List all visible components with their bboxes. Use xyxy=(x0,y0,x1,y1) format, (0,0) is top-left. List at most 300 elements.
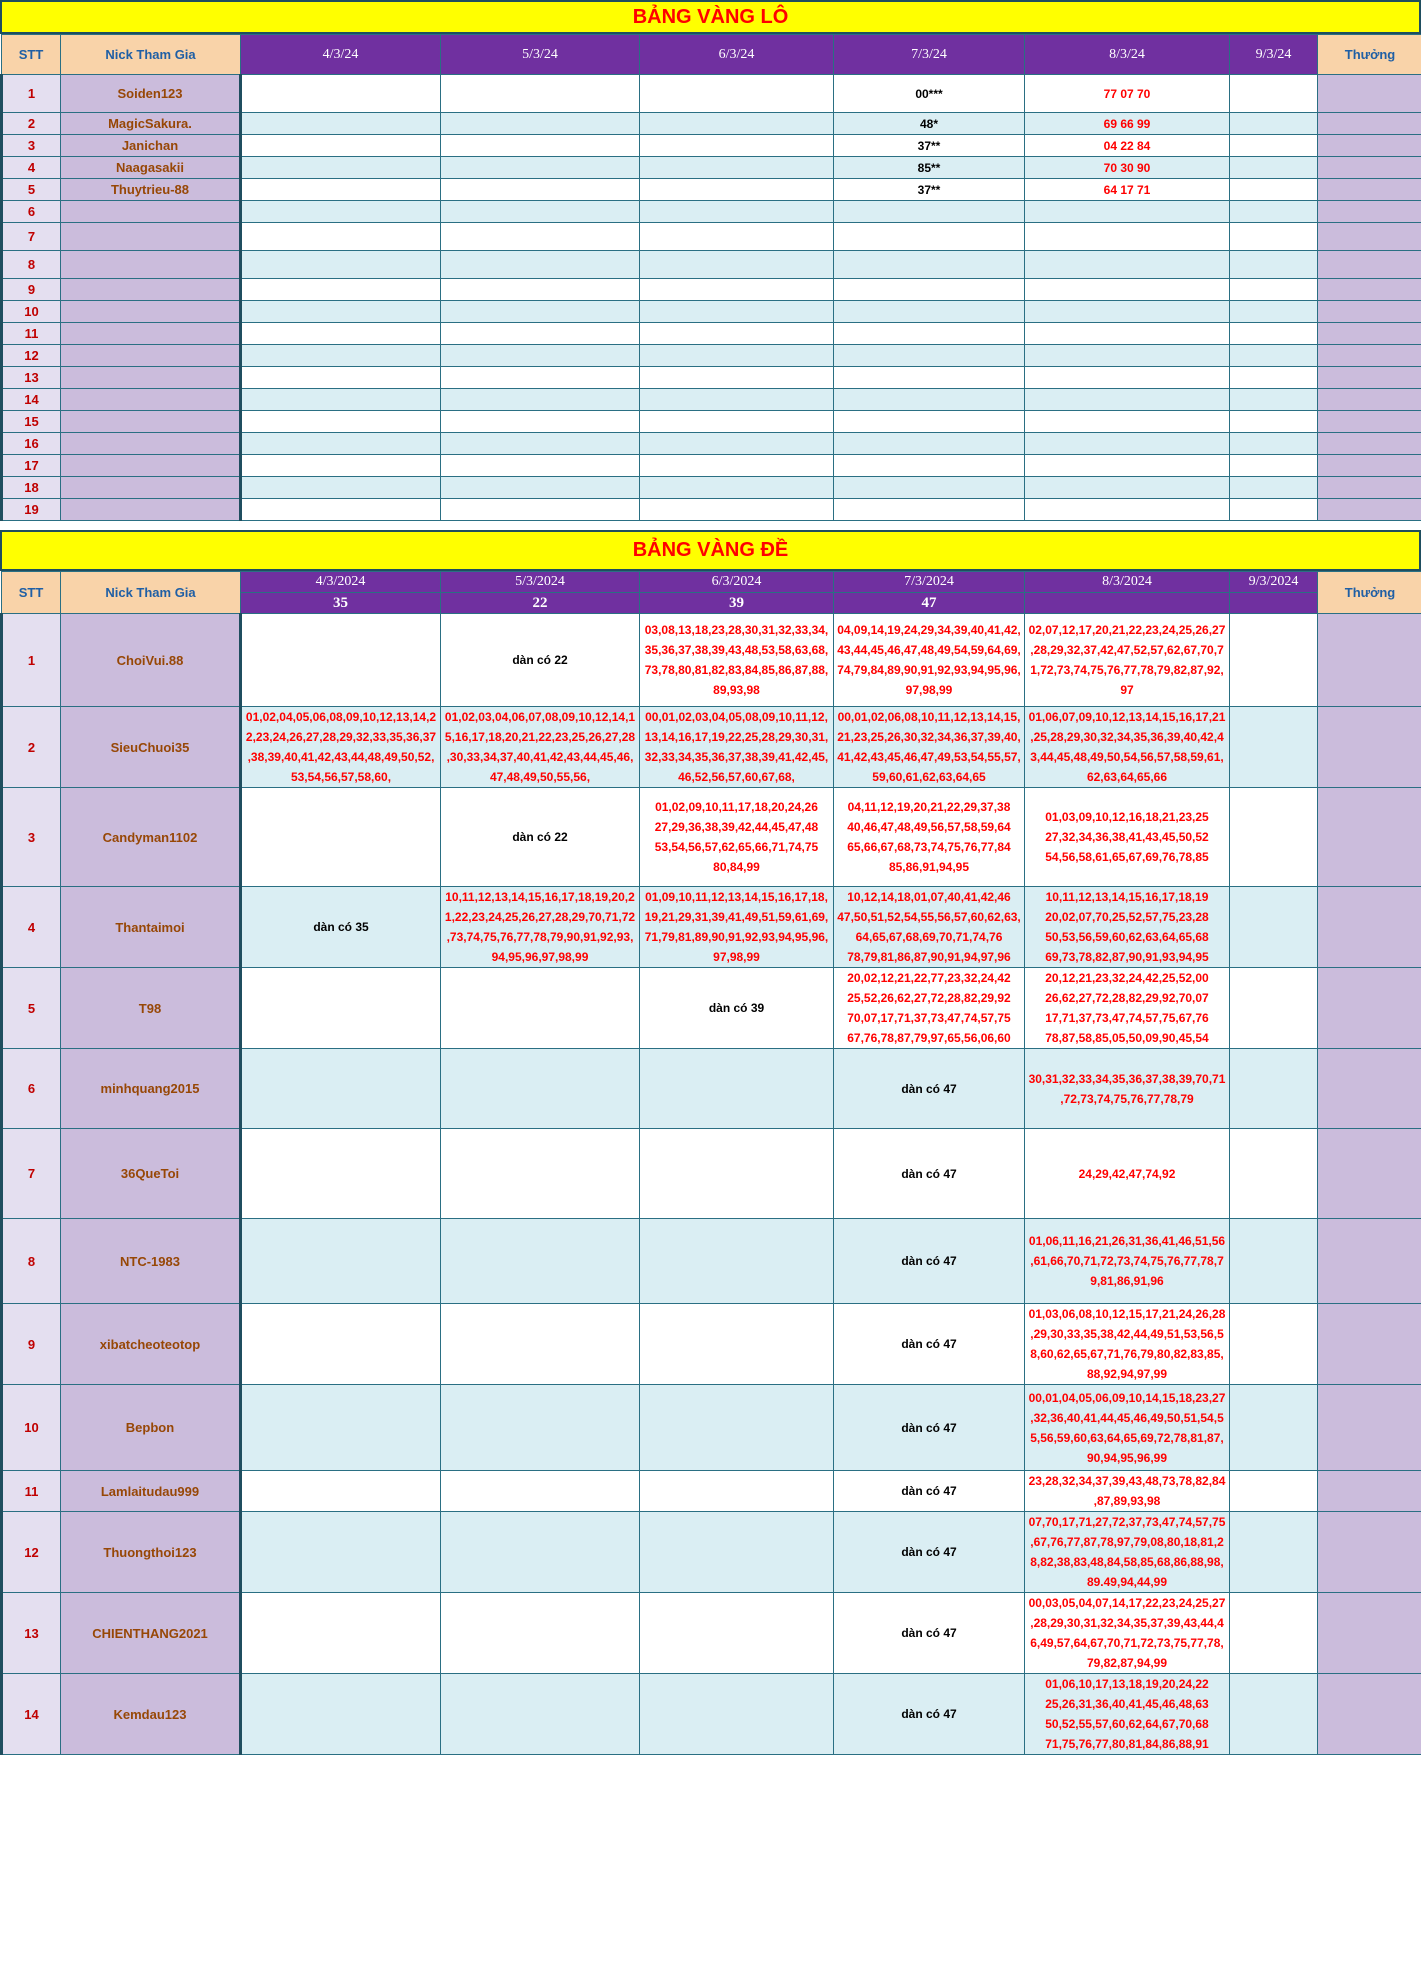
lo-cell xyxy=(1230,389,1318,411)
de-row xyxy=(2,1512,1421,1593)
row-reward xyxy=(1318,179,1421,201)
lo-title: BẢNG VÀNG LÔ xyxy=(0,0,1421,34)
lo-cell xyxy=(241,279,441,301)
de-cell: 30,31,32,33,34,35,36,37,38,39,70,71,72,73,74,75,76,77,78,79 xyxy=(1025,1049,1230,1129)
row-nick xyxy=(61,345,241,367)
lo-cell xyxy=(1230,345,1318,367)
row-stt: 4 xyxy=(2,157,61,179)
lo-cell xyxy=(1025,455,1230,477)
lo-cell xyxy=(1230,135,1318,157)
row-stt: 18 xyxy=(2,477,61,499)
lo-cell xyxy=(241,179,441,201)
lo-cell xyxy=(241,157,441,179)
de-cell xyxy=(640,1129,834,1219)
lo-row xyxy=(2,279,1421,301)
de-header-date: 5/3/2024 xyxy=(441,572,640,593)
de-cell xyxy=(241,1049,441,1129)
row-nick: SieuChuoi35 xyxy=(61,707,241,788)
de-row xyxy=(2,887,1421,968)
lo-row xyxy=(2,433,1421,455)
row-nick: T98 xyxy=(61,968,241,1049)
de-row xyxy=(2,1471,1421,1512)
de-cell xyxy=(1230,1512,1318,1593)
de-cell: 00,03,05,04,07,14,17,22,23,24,25,27,28,29,30,31,32,34,35,37,39,43,44,46,49,57,64,67,70,71,72,73,75,77,78,79,82,87,94,99 xyxy=(1025,1593,1230,1674)
de-row xyxy=(2,1593,1421,1674)
lo-cell xyxy=(241,223,441,251)
row-stt: 3 xyxy=(2,788,61,887)
lo-cell xyxy=(834,499,1025,521)
lo-cell: 00*** xyxy=(834,75,1025,113)
row-nick xyxy=(61,251,241,279)
lo-cell xyxy=(1230,179,1318,201)
row-nick xyxy=(61,411,241,433)
de-cell: dàn có 35 xyxy=(241,887,441,968)
de-cell xyxy=(241,614,441,707)
row-stt: 1 xyxy=(2,75,61,113)
de-header-stt: STT xyxy=(2,572,61,614)
de-header-date: 6/3/2024 xyxy=(640,572,834,593)
de-cell xyxy=(1230,1219,1318,1304)
de-cell: 01,09,10,11,12,13,14,15,16,17,18,19,21,29,31,39,41,49,51,59,61,69,71,79,81,89,90,91,92,93,94,95,96,97,98,99 xyxy=(640,887,834,968)
lo-cell xyxy=(1230,477,1318,499)
row-reward xyxy=(1318,707,1421,788)
row-nick xyxy=(61,201,241,223)
row-nick: CHIENTHANG2021 xyxy=(61,1593,241,1674)
lo-cell xyxy=(834,223,1025,251)
lo-cell xyxy=(640,279,834,301)
row-reward xyxy=(1318,968,1421,1049)
de-cell xyxy=(1230,1674,1318,1755)
de-cell: 01,02,09,10,11,17,18,20,24,26 27,29,36,38,39,42,44,45,47,48 53,54,56,57,62,65,66,71,74,75 80,84,99 xyxy=(640,788,834,887)
row-stt: 13 xyxy=(2,367,61,389)
de-cell xyxy=(1230,614,1318,707)
row-nick: Candyman1102 xyxy=(61,788,241,887)
lo-header-date: 5/3/24 xyxy=(441,35,640,75)
lo-cell xyxy=(441,113,640,135)
de-header-date: 4/3/2024 xyxy=(241,572,441,593)
row-stt: 8 xyxy=(2,1219,61,1304)
row-stt: 7 xyxy=(2,1129,61,1219)
row-nick: Thantaimoi xyxy=(61,887,241,968)
row-reward xyxy=(1318,367,1421,389)
lo-row xyxy=(2,367,1421,389)
row-stt: 13 xyxy=(2,1593,61,1674)
de-header-nick: Nick Tham Gia xyxy=(61,572,241,614)
row-nick xyxy=(61,455,241,477)
lo-header-date: 9/3/24 xyxy=(1230,35,1318,75)
row-stt: 2 xyxy=(2,113,61,135)
row-reward xyxy=(1318,279,1421,301)
de-cell: 01,02,03,04,06,07,08,09,10,12,14,15,16,17,18,20,21,22,23,25,26,27,28,30,33,34,37,40,41,42,43,44,45,46,47,48,49,50,55,56, xyxy=(441,707,640,788)
de-cell xyxy=(1230,1471,1318,1512)
de-cell xyxy=(1230,1385,1318,1471)
lo-cell xyxy=(1025,201,1230,223)
de-cell xyxy=(441,968,640,1049)
row-stt: 8 xyxy=(2,251,61,279)
de-cell: dàn có 22 xyxy=(441,614,640,707)
row-stt: 17 xyxy=(2,455,61,477)
lo-cell xyxy=(834,279,1025,301)
de-result: 39 xyxy=(640,593,834,614)
lo-cell xyxy=(241,367,441,389)
lo-cell xyxy=(441,323,640,345)
row-reward xyxy=(1318,411,1421,433)
de-cell xyxy=(1230,788,1318,887)
lo-cell xyxy=(834,251,1025,279)
lo-cell xyxy=(441,345,640,367)
de-cell: 10,11,12,13,14,15,16,17,18,19,20,21,22,23,24,25,26,27,28,29,70,71,72,73,74,75,76,77,78,79,90,91,92,93,94,95,96,97,98,99 xyxy=(441,887,640,968)
lo-cell xyxy=(441,389,640,411)
lo-cell xyxy=(441,135,640,157)
row-reward xyxy=(1318,1049,1421,1129)
de-cell: 01,03,06,08,10,12,15,17,21,24,26,28,29,30,33,35,38,42,44,49,51,53,56,58,60,62,65,67,71,76,79,80,82,83,85,88,92,94,97,99 xyxy=(1025,1304,1230,1385)
lo-cell: 37** xyxy=(834,135,1025,157)
lo-cell xyxy=(640,345,834,367)
row-stt: 16 xyxy=(2,433,61,455)
row-reward xyxy=(1318,499,1421,521)
lo-row xyxy=(2,75,1421,113)
lo-cell: 70 30 90 xyxy=(1025,157,1230,179)
de-result xyxy=(1230,593,1318,614)
row-reward xyxy=(1318,323,1421,345)
de-cell xyxy=(1230,887,1318,968)
de-cell: 01,06,10,17,13,18,19,20,24,22 25,26,31,36,40,41,45,46,48,63 50,52,55,57,60,62,64,67,70,68 71,75,76,77,80,81,84,86,88,91 xyxy=(1025,1674,1230,1755)
de-cell xyxy=(241,1385,441,1471)
lo-cell xyxy=(441,499,640,521)
de-cell: dàn có 47 xyxy=(834,1385,1025,1471)
de-cell: 00,01,04,05,06,09,10,14,15,18,23,27,32,36,40,41,44,45,46,49,50,51,54,55,56,59,60,63,64,65,69,72,78,81,87,90,94,95,96,99 xyxy=(1025,1385,1230,1471)
row-reward xyxy=(1318,135,1421,157)
lo-cell xyxy=(441,223,640,251)
lo-row xyxy=(2,179,1421,201)
de-cell xyxy=(241,1304,441,1385)
de-cell: dàn có 47 xyxy=(834,1674,1025,1755)
de-row xyxy=(2,1129,1421,1219)
row-reward xyxy=(1318,157,1421,179)
lo-cell xyxy=(441,411,640,433)
de-row xyxy=(2,1385,1421,1471)
lo-cell xyxy=(1230,75,1318,113)
row-reward xyxy=(1318,1512,1421,1593)
lo-cell xyxy=(241,477,441,499)
de-cell: 01,03,09,10,12,16,18,21,23,25 27,32,34,36,38,41,43,45,50,52 54,56,58,61,65,67,69,76,78,85 xyxy=(1025,788,1230,887)
row-reward xyxy=(1318,1304,1421,1385)
row-nick xyxy=(61,433,241,455)
lo-cell xyxy=(1025,389,1230,411)
lo-row xyxy=(2,301,1421,323)
lo-header-date: 7/3/24 xyxy=(834,35,1025,75)
lo-row xyxy=(2,223,1421,251)
de-cell xyxy=(441,1304,640,1385)
lo-cell xyxy=(241,113,441,135)
lo-row xyxy=(2,251,1421,279)
lo-cell: 64 17 71 xyxy=(1025,179,1230,201)
lo-row xyxy=(2,345,1421,367)
de-cell: dàn có 47 xyxy=(834,1129,1025,1219)
lo-cell xyxy=(241,389,441,411)
lo-cell xyxy=(834,389,1025,411)
row-stt: 9 xyxy=(2,1304,61,1385)
de-cell xyxy=(640,1049,834,1129)
de-cell xyxy=(640,1593,834,1674)
row-nick: Janichan xyxy=(61,135,241,157)
row-stt: 6 xyxy=(2,1049,61,1129)
lo-row xyxy=(2,113,1421,135)
lo-cell xyxy=(1230,455,1318,477)
row-reward xyxy=(1318,788,1421,887)
row-stt: 12 xyxy=(2,1512,61,1593)
lo-cell xyxy=(241,411,441,433)
de-title: BẢNG VÀNG ĐỀ xyxy=(0,530,1421,571)
de-cell: dàn có 22 xyxy=(441,788,640,887)
lo-cell xyxy=(1025,411,1230,433)
lo-cell xyxy=(640,477,834,499)
row-stt: 5 xyxy=(2,968,61,1049)
de-header-date: 8/3/2024 xyxy=(1025,572,1230,593)
lo-header-reward: Thưởng xyxy=(1318,35,1421,75)
row-stt: 9 xyxy=(2,279,61,301)
row-reward xyxy=(1318,251,1421,279)
de-cell: dàn có 47 xyxy=(834,1471,1025,1512)
lo-cell xyxy=(241,455,441,477)
de-cell xyxy=(640,1385,834,1471)
lo-cell xyxy=(1025,367,1230,389)
lo-cell xyxy=(241,323,441,345)
row-nick xyxy=(61,223,241,251)
row-stt: 6 xyxy=(2,201,61,223)
de-cell: dàn có 47 xyxy=(834,1304,1025,1385)
lo-cell xyxy=(834,201,1025,223)
de-cell: dàn có 39 xyxy=(640,968,834,1049)
lo-row xyxy=(2,135,1421,157)
lo-cell xyxy=(1025,223,1230,251)
de-cell xyxy=(241,788,441,887)
de-cell xyxy=(241,1219,441,1304)
lo-cell xyxy=(640,251,834,279)
lo-cell xyxy=(241,345,441,367)
row-nick xyxy=(61,499,241,521)
de-cell xyxy=(241,1674,441,1755)
row-nick xyxy=(61,279,241,301)
lo-cell xyxy=(1025,433,1230,455)
row-reward xyxy=(1318,455,1421,477)
lo-cell xyxy=(1230,113,1318,135)
lo-cell xyxy=(640,301,834,323)
de-cell: dàn có 47 xyxy=(834,1049,1025,1129)
de-header-date: 9/3/2024 xyxy=(1230,572,1318,593)
de-row xyxy=(2,707,1421,788)
row-reward xyxy=(1318,477,1421,499)
de-cell: 02,07,12,17,20,21,22,23,24,25,26,27,28,29,32,37,42,47,52,57,62,67,70,71,72,73,74,75,76,77,78,79,82,87,92,97 xyxy=(1025,614,1230,707)
row-reward xyxy=(1318,1129,1421,1219)
lo-cell: 85** xyxy=(834,157,1025,179)
lo-cell xyxy=(640,223,834,251)
de-cell: 00,01,02,06,08,10,11,12,13,14,15,21,23,25,26,30,32,34,36,37,39,40,41,42,43,45,46,47,49,53,54,55,57,59,60,61,62,63,64,65 xyxy=(834,707,1025,788)
lo-cell xyxy=(640,499,834,521)
de-row xyxy=(2,1304,1421,1385)
lo-cell: 37** xyxy=(834,179,1025,201)
lo-cell xyxy=(241,499,441,521)
de-cell xyxy=(241,1593,441,1674)
lo-cell xyxy=(241,251,441,279)
lo-cell xyxy=(1230,411,1318,433)
de-cell xyxy=(241,1471,441,1512)
lo-cell xyxy=(834,345,1025,367)
lo-cell xyxy=(1230,279,1318,301)
row-nick: Bepbon xyxy=(61,1385,241,1471)
lo-cell: 69 66 99 xyxy=(1025,113,1230,135)
row-stt: 19 xyxy=(2,499,61,521)
de-cell xyxy=(241,1512,441,1593)
de-cell: 04,09,14,19,24,29,34,39,40,41,42,43,44,45,46,47,48,49,54,59,64,69,74,79,84,89,90,91,92,93,94,95,96,97,98,99 xyxy=(834,614,1025,707)
lo-row xyxy=(2,477,1421,499)
row-stt: 4 xyxy=(2,887,61,968)
lo-cell xyxy=(1025,279,1230,301)
row-reward xyxy=(1318,614,1421,707)
de-cell xyxy=(1230,1304,1318,1385)
lo-cell xyxy=(441,455,640,477)
lo-cell xyxy=(1025,345,1230,367)
de-cell: 10,11,12,13,14,15,16,17,18,19 20,02,07,70,25,52,57,75,23,28 50,53,56,59,60,62,63,64,65,68 69,73,78,82,87,90,91,93,94,95 xyxy=(1025,887,1230,968)
lo-cell xyxy=(441,201,640,223)
lo-cell xyxy=(1230,301,1318,323)
row-stt: 11 xyxy=(2,1471,61,1512)
de-cell: 24,29,42,47,74,92 xyxy=(1025,1129,1230,1219)
row-nick: minhquang2015 xyxy=(61,1049,241,1129)
lo-cell xyxy=(834,411,1025,433)
de-row xyxy=(2,788,1421,887)
row-stt: 7 xyxy=(2,223,61,251)
row-stt: 2 xyxy=(2,707,61,788)
de-cell xyxy=(441,1512,640,1593)
lo-cell xyxy=(640,367,834,389)
de-cell xyxy=(1230,1049,1318,1129)
lo-row xyxy=(2,157,1421,179)
lo-cell xyxy=(640,179,834,201)
de-cell xyxy=(241,1129,441,1219)
de-header-reward: Thưởng xyxy=(1318,572,1421,614)
lo-cell xyxy=(241,433,441,455)
row-stt: 11 xyxy=(2,323,61,345)
lo-header-date: 8/3/24 xyxy=(1025,35,1230,75)
lo-cell xyxy=(640,455,834,477)
lo-header-date: 6/3/24 xyxy=(640,35,834,75)
lo-cell xyxy=(834,367,1025,389)
lo-cell xyxy=(1230,223,1318,251)
lo-row xyxy=(2,411,1421,433)
lo-cell xyxy=(1230,367,1318,389)
row-stt: 15 xyxy=(2,411,61,433)
row-reward xyxy=(1318,113,1421,135)
row-nick: Naagasakii xyxy=(61,157,241,179)
lo-cell xyxy=(1230,157,1318,179)
lo-cell xyxy=(241,135,441,157)
lo-cell xyxy=(640,433,834,455)
lo-header-date: 4/3/24 xyxy=(241,35,441,75)
de-cell xyxy=(640,1304,834,1385)
lo-cell xyxy=(834,433,1025,455)
lo-cell xyxy=(640,411,834,433)
de-cell: 23,28,32,34,37,39,43,48,73,78,82,84,87,89,93,98 xyxy=(1025,1471,1230,1512)
lo-cell xyxy=(640,323,834,345)
row-reward xyxy=(1318,389,1421,411)
de-cell: dàn có 47 xyxy=(834,1219,1025,1304)
row-nick: Lamlaitudau999 xyxy=(61,1471,241,1512)
row-reward xyxy=(1318,345,1421,367)
de-cell: 00,01,02,03,04,05,08,09,10,11,12,13,14,16,17,19,22,25,28,29,30,31,32,33,34,35,36,37,38,39,41,42,45,46,52,56,57,60,67,68, xyxy=(640,707,834,788)
row-reward xyxy=(1318,1593,1421,1674)
lo-cell xyxy=(441,279,640,301)
row-stt: 10 xyxy=(2,301,61,323)
de-cell xyxy=(241,968,441,1049)
de-cell xyxy=(640,1512,834,1593)
lo-cell xyxy=(640,389,834,411)
lo-cell xyxy=(1230,201,1318,223)
de-row xyxy=(2,614,1421,707)
row-nick: Soiden123 xyxy=(61,75,241,113)
row-nick: xibatcheoteotop xyxy=(61,1304,241,1385)
de-cell xyxy=(441,1129,640,1219)
lo-row xyxy=(2,201,1421,223)
lo-cell xyxy=(441,477,640,499)
de-cell: 01,06,11,16,21,26,31,36,41,46,51,56,61,66,70,71,72,73,74,75,76,77,78,79,81,86,91,96 xyxy=(1025,1219,1230,1304)
row-nick xyxy=(61,389,241,411)
de-header-date: 7/3/2024 xyxy=(834,572,1025,593)
row-stt: 10 xyxy=(2,1385,61,1471)
lo-table xyxy=(0,34,1421,521)
de-row xyxy=(2,1674,1421,1755)
lo-row xyxy=(2,455,1421,477)
row-stt: 14 xyxy=(2,389,61,411)
de-row xyxy=(2,1049,1421,1129)
de-cell: dàn có 47 xyxy=(834,1512,1025,1593)
row-nick xyxy=(61,301,241,323)
de-cell: 01,06,07,09,10,12,13,14,15,16,17,21,25,28,29,30,32,34,35,36,39,40,42,43,44,45,48,49,50,54,56,57,58,59,61,62,63,64,65,66 xyxy=(1025,707,1230,788)
lo-cell xyxy=(640,201,834,223)
de-cell: 20,02,12,21,22,77,23,32,24,42 25,52,26,62,27,72,28,82,29,92 70,07,17,71,37,73,47,74,57,75 67,76,78,87,79,97,65,56,06,60 xyxy=(834,968,1025,1049)
lo-cell xyxy=(441,251,640,279)
row-nick xyxy=(61,477,241,499)
row-stt: 5 xyxy=(2,179,61,201)
lo-cell xyxy=(1025,477,1230,499)
row-reward xyxy=(1318,887,1421,968)
lo-cell xyxy=(441,301,640,323)
row-nick xyxy=(61,367,241,389)
de-cell xyxy=(640,1471,834,1512)
de-cell xyxy=(441,1385,640,1471)
de-cell: 03,08,13,18,23,28,30,31,32,33,34,35,36,37,38,39,43,48,53,58,63,68,73,78,80,81,82,83,84,85,86,87,88,89,93,98 xyxy=(640,614,834,707)
de-result: 47 xyxy=(834,593,1025,614)
de-cell xyxy=(1230,707,1318,788)
de-cell: 01,02,04,05,06,08,09,10,12,13,14,22,23,24,26,27,28,29,32,33,35,36,37,38,39,40,41,42,43,44,48,49,50,52,53,54,56,57,58,60, xyxy=(241,707,441,788)
row-reward xyxy=(1318,301,1421,323)
row-reward xyxy=(1318,1674,1421,1755)
row-reward xyxy=(1318,433,1421,455)
row-reward xyxy=(1318,201,1421,223)
lo-cell xyxy=(834,477,1025,499)
lo-cell xyxy=(441,75,640,113)
lo-cell xyxy=(1230,499,1318,521)
row-nick: Thuongthoi123 xyxy=(61,1512,241,1593)
lo-cell: 48* xyxy=(834,113,1025,135)
lo-cell xyxy=(441,433,640,455)
lo-cell xyxy=(640,135,834,157)
row-stt: 14 xyxy=(2,1674,61,1755)
de-result xyxy=(1025,593,1230,614)
de-cell xyxy=(441,1674,640,1755)
lo-cell xyxy=(1230,433,1318,455)
row-reward xyxy=(1318,1471,1421,1512)
